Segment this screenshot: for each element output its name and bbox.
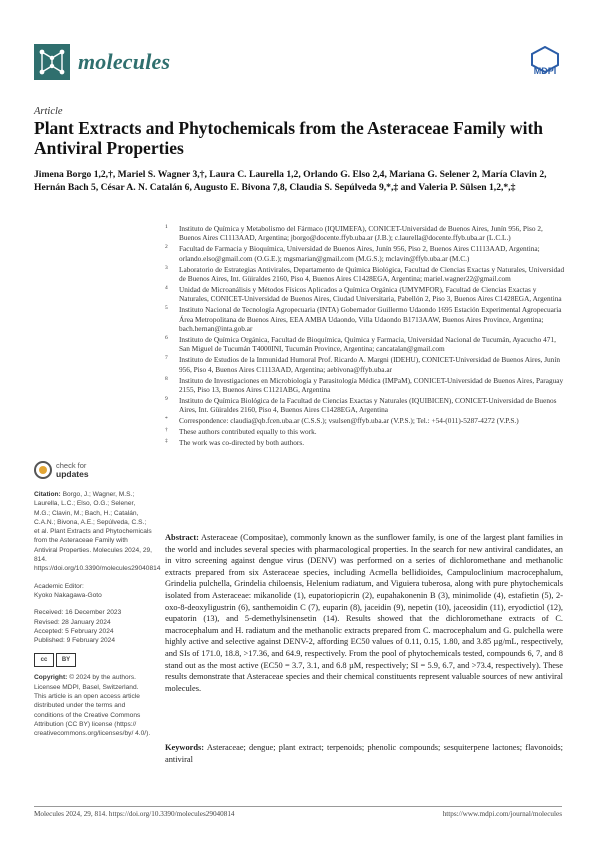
journal-header xyxy=(34,40,562,90)
keywords: Keywords: Asteraceae; dengue; plant extract; terpenoids; phenolic compounds; sesquiterpene lactones; flavonoids; antiviral xyxy=(165,743,563,764)
cc-license-icon[interactable] xyxy=(34,653,152,667)
check-updates-icon xyxy=(34,461,52,479)
article-type: Article xyxy=(34,106,63,117)
by-icon: BY xyxy=(56,653,76,667)
cc-icon: cc xyxy=(34,653,54,667)
affiliation-item: 6 Instituto de Química Orgánica, Facultad de Bioquímica, Química y Farmacia, Universidad Nacional de Tucumán, Ayacucho 471, San Miguel de Tucumán T4000INI, Tucumán Province, Argentina; cancatalan@gmail.com xyxy=(165,334,556,354)
affiliation-item: 9 Instituto de Química Biológica de la Facultad de Ciencias Exactas y Naturales (IQUIBICEN), CONICET-Universidad de Buenos Aires, Int. Güiraldes 2160, Piso 4, Buenos Aires C1428EGA, Argentina xyxy=(165,395,557,415)
academic-editor-block: Academic Editor: Kyoko Nakagawa-Goto xyxy=(34,582,102,599)
affiliation-item: 8 Instituto de Investigaciones en Microbiología y Parasitología Médica (IMPaM), CONICET-Universidad de Buenos Aires, Paraguay 2155, Piso 13, Buenos Aires C1121ABG, Argentina xyxy=(165,375,564,394)
affiliation-item: 5 Instituto Nacional de Tecnología Agropecuaria (INTA) Gobernador Guillermo Udaondo 1695 Estación Experimental Agropecuaria Área Metropolitana de Buenos Aires, EEA AMBA Udaondo, Villa Udaondo B1713AAW, Buenos Aires Province, Argentina; bach.hernan@inta.gob.ar xyxy=(165,305,562,334)
footer-divider xyxy=(34,806,562,807)
footnote-item: ‡ The work was co-directed by both authors. xyxy=(165,438,305,448)
publisher-name: MDPI xyxy=(533,66,557,76)
footer-journal-link[interactable]: https://www.mdpi.com/journal/molecules xyxy=(442,810,562,818)
journal-name: molecules xyxy=(78,49,171,74)
affiliation-item: 7 Instituto de Estudios de la Inmunidad Humoral Prof. Ricardo A. Margni (IDEHU), CONICET-Universidad de Buenos Aires, Junín 956, Piso 4, Buenos Aires C1113AAD, Argentina; aebivona@ffyb.uba.ar xyxy=(165,355,561,374)
article-sidebar xyxy=(34,460,161,747)
affiliation-item: 2 Facultad de Farmacia y Bioquímica, Universidad de Buenos Aires, Junín 956, Piso 2, Buenos Aires C1113AAD, Argentina; orlando.elso@gmail.com (O.G.E.); mgsmarian@gmail.com (M.G.S.); mclavin@ffyb.uba.ar (M.C.) xyxy=(165,244,540,263)
copyright-block: Copyright: © 2024 by the authors. Licensee MDPI, Basel, Switzerland. This article is an open access article distributed under the terms and conditions of the Creative Commons Attribution (CC BY) license (https:// creativecommons.org/licenses/by/ 4.0/). xyxy=(34,674,151,738)
citation-block: Citation: Borgo, J.; Wagner, M.S.; Laurella, L.C.; Elso, O.G.; Selener, M.G.; Clavin, M.; Bach, H.; Catalán, C.A.N.; Bivona, A.E.; Sepúlveda, C.S.; et al. Plant Extracts and Phytochemicals from the Asteraceae Family with Antiviral Properties. Molecules 2024, 29, 814. https://doi.org/10.3390/molecules29040814 xyxy=(34,491,161,573)
affiliation-item: 4 Unidad de Microanálisis y Métodos Físicos Aplicados a Química Orgánica (UMYMFOR), Facultad de Ciencias Exactas y Naturales, CONICET-Universidad de Buenos Aires, Ciudad Universitaria, Pabellón 2, Piso 3, Buenos Aires C1428EGA, Argentina xyxy=(165,284,562,304)
affiliation-item: 3 Laboratorio de Estrategias Antivirales, Departamento de Química Biológica, Facultad de Ciencias Exactas y Naturales, Universidad de Buenos Aires, Int. Güiraldes 2160, Piso 4, Buenos Aires C1428EGA, Argentina; mariel.wagner22@gmail.com xyxy=(165,264,565,284)
paper-title: Plant Extracts and Phytochemicals from the Asteraceae Family with Antiviral Properties xyxy=(34,118,544,158)
affiliation-item: 1 Instituto de Química y Metabolismo del Fármaco (IQUIMEFA), CONICET-Universidad de Buenos Aires, Junín 956, Piso 2, Buenos Aires C1113AAD, Argentina; jborgo@docente.ffyb.uba.ar (J.B.); c.laurella@docente.ffyb.uba.ar (L.C.L.) xyxy=(165,224,543,243)
correspondence-item: * Correspondence: claudia@qb.fcen.uba.ar (C.S.S.); vsulsen@ffyb.uba.ar (V.P.S.); Tel.: +54-(011)-5287-4272 (V.P.S.) xyxy=(165,416,519,426)
dates-block: Received: 16 December 2023 Revised: 28 January 2024 Accepted: 5 February 2024 Published: 9 February 2024 xyxy=(34,609,122,645)
check-for-updates-button[interactable]: check for updates xyxy=(34,460,152,484)
author-list: Jimena Borgo 1,2,†, Mariel S. Wagner 3,†, Laura C. Laurella 1,2, Orlando G. Elso 2,4, Mariana G. Selener 2, María Clavin 2, Hernán Bach 5, César A. N. Catalán 6, Augusto E. Bivona 7,8, Claudia S. Sepúlveda 9,*,‡ and Valeria P. Sülsen 1,2,*,‡ xyxy=(34,169,547,193)
footer-citation[interactable]: Molecules 2024, 29, 814. https://doi.org/10.3390/molecules29040814 xyxy=(34,810,235,818)
abstract: Abstract: Asteraceae (Compositae), commonly known as the sunflower family, is one of the largest plant families in the world and includes several species with pharmacological properties. In the search for new antiviral candidates, an in vitro screening against dengue virus (DENV) was performed on a series of dichloromethane and methanolic extracts prepared from six Asteraceae species, including Acmella bellidioides, Campuloclinium macrocephalum, Grindelia pulchella, Grindelia chiloensis, Helenium radiatum, and Viguiera tuberosa, along with pure phytochemicals isolated from Asteraceae: mikanolide (1), eupatoriopicrin (2), eupahakonenin B (3), minimolide (4), estafietin (5), 2-oxo-8-deoxyligustrin (6), santhemoidin C (7), euparin (8), jaceidin (9), nepetin (10), jaceosidin (11), eryodictiol (12), eupatorin (13), and 5-demethylsinensetin (14). Results showed that the dichloromethane extracts of C. macrocephalum and H. radiatum and the methanolic extracts prepared from C. macrocephalum and G. pulchella were highly active and selective against DENV-2, affording EC50 values of 0.11, 0.15, 1.80, and 3.85 µg/mL, respectively, and SIs of 171.0, 18.8, >17.36, and 64.9, respectively. From the pool of phytochemicals tested, compounds 6, 7, and 8 stand out as the most active (EC50 = 3.7, 3.1, and 6.8 µM, respectively; SI = 5.9, 6.7, and >73.4, respectively). These results demonstrate that Asteraceae species and their chemical constituents represent valuable sources of new antiviral molecules. xyxy=(165,533,563,693)
journal-logo-icon xyxy=(34,44,70,80)
affiliations-list xyxy=(165,224,565,449)
footnote-item: † These authors contributed equally to this work. xyxy=(165,427,317,437)
